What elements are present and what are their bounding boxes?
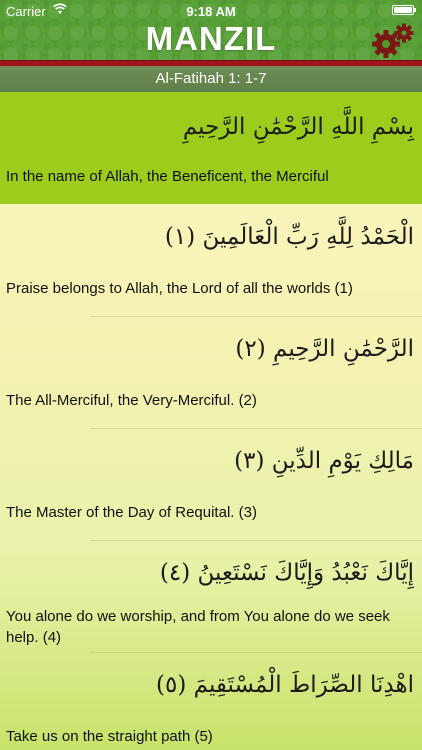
verse-translation: In the name of Allah, the Beneficent, the Merciful <box>6 168 329 185</box>
verse-row-3[interactable] <box>0 428 422 540</box>
app-header <box>0 0 422 60</box>
status-bar <box>0 0 422 22</box>
battery-icon <box>392 5 414 15</box>
verse-arabic: إِيَّاكَ نَعْبُدُ وَإِيَّاكَ نَسْتَعِينُ (٤) <box>159 560 414 586</box>
verse-translation: Praise belongs to Allah, the Lord of all the worlds (1) <box>6 280 353 297</box>
status-time: 9:18 AM <box>186 4 236 19</box>
verse-translation: Take us on the straight path (5) <box>6 728 213 745</box>
verse-row-1[interactable] <box>0 204 422 316</box>
verse-list[interactable] <box>0 92 422 750</box>
verse-arabic: مَالِكِ يَوْمِ الدِّينِ (٣) <box>234 448 414 474</box>
app-title: MANZIL <box>145 20 277 57</box>
verse-translation: You alone do we worship, and from You alone do we seek help. (4) <box>6 608 390 646</box>
verse-arabic: اهْدِنَا الصِّرَاطَ الْمُسْتَقِيمَ (٥) <box>156 672 414 698</box>
verse-translation: The Master of the Day of Requital. (3) <box>6 504 257 521</box>
verse-row-2[interactable] <box>0 316 422 428</box>
verse-arabic: بِسْمِ اللَّهِ الرَّحْمَٰنِ الرَّحِيمِ <box>182 114 414 140</box>
surah-reference: Al-Fatihah 1: 1-7 <box>0 66 422 92</box>
verse-row-5[interactable] <box>0 652 422 750</box>
verse-row-4[interactable] <box>0 540 422 652</box>
carrier-label: Carrier <box>6 4 46 19</box>
settings-button[interactable] <box>372 22 416 60</box>
verse-arabic: الرَّحْمَٰنِ الرَّحِيمِ (٢) <box>235 336 414 362</box>
bismillah-row[interactable] <box>0 92 422 204</box>
gears-icon <box>372 22 416 60</box>
verse-translation: The All-Merciful, the Very-Merciful. (2) <box>6 392 257 409</box>
verse-arabic: الْحَمْدُ لِلَّهِ رَبِّ الْعَالَمِينَ (١) <box>164 224 414 250</box>
